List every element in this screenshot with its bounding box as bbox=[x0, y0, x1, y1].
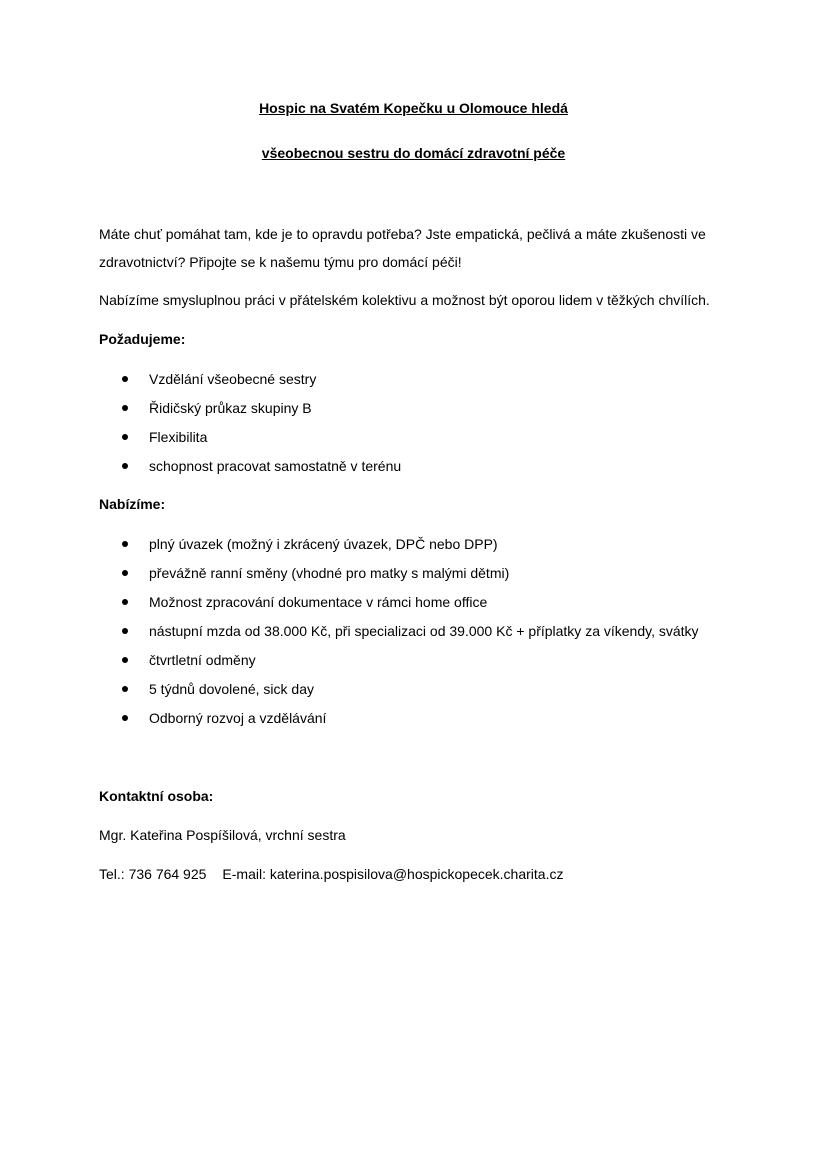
requirements-heading: Požadujeme: bbox=[99, 331, 186, 347]
bullet-icon bbox=[122, 628, 128, 634]
bullet-icon bbox=[122, 434, 128, 440]
bullet-icon bbox=[122, 463, 128, 469]
contact-details bbox=[99, 865, 739, 883]
bullet-icon bbox=[122, 570, 128, 576]
bullet-icon bbox=[122, 405, 128, 411]
contact-person: Mgr. Kateřina Pospíšilová, vrchní sestra bbox=[99, 827, 346, 843]
offer-sentence: Nabízíme smysluplnou práci v přátelském kolektivu a možnost být oporou lidem v těžkých chvílích. bbox=[99, 292, 710, 308]
document-subtitle: všeobecnou sestru do domácí zdravotní péče bbox=[261, 145, 566, 161]
list-item: plný úvazek (možný i zkrácený úvazek, DPČ nebo DPP) bbox=[99, 535, 699, 564]
bullet-icon bbox=[122, 686, 128, 692]
requirements-list bbox=[99, 370, 401, 486]
bullet-icon bbox=[122, 541, 128, 547]
list-item: čtvrtletní odměny bbox=[99, 651, 699, 680]
benefits-list bbox=[99, 535, 699, 738]
document-title: Hospic na Svatém Kopečku u Olomouce hledá bbox=[259, 100, 568, 116]
list-item: Odborný rozvoj a vzdělávání bbox=[99, 709, 699, 738]
bullet-icon bbox=[122, 657, 128, 663]
contact-heading: Kontaktní osoba: bbox=[99, 788, 214, 804]
list-item: 5 týdnů dovolené, sick day bbox=[99, 680, 699, 709]
list-item: Vzdělání všeobecné sestry bbox=[99, 370, 401, 399]
list-item: převážně ranní směny (vhodné pro matky s malými dětmi) bbox=[99, 564, 699, 593]
intro-line-1: Máte chuť pomáhat tam, kde je to opravdu potřeba? Jste empatická, pečlivá a máte zkušenosti ve bbox=[99, 226, 706, 242]
list-item: Možnost zpracování dokumentace v rámci home office bbox=[99, 593, 699, 622]
benefits-heading: Nabízíme: bbox=[99, 496, 166, 512]
bullet-icon bbox=[122, 376, 128, 382]
list-item: Řidičský průkaz skupiny B bbox=[99, 399, 401, 428]
list-item: Flexibilita bbox=[99, 428, 401, 457]
list-item: nástupní mzda od 38.000 Kč, při specializaci od 39.000 Kč + příplatky za víkendy, svátky bbox=[99, 622, 699, 651]
contact-phone: Tel.: 736 764 925 bbox=[99, 866, 207, 882]
bullet-icon bbox=[122, 715, 128, 721]
intro-line-2: zdravotnictví? Připojte se k našemu týmu pro domácí péči! bbox=[99, 254, 462, 270]
list-item: schopnost pracovat samostatně v terénu bbox=[99, 457, 401, 486]
contact-email: E-mail: katerina.pospisilova@hospickopecek.charita.cz bbox=[222, 866, 564, 882]
bullet-icon bbox=[122, 599, 128, 605]
